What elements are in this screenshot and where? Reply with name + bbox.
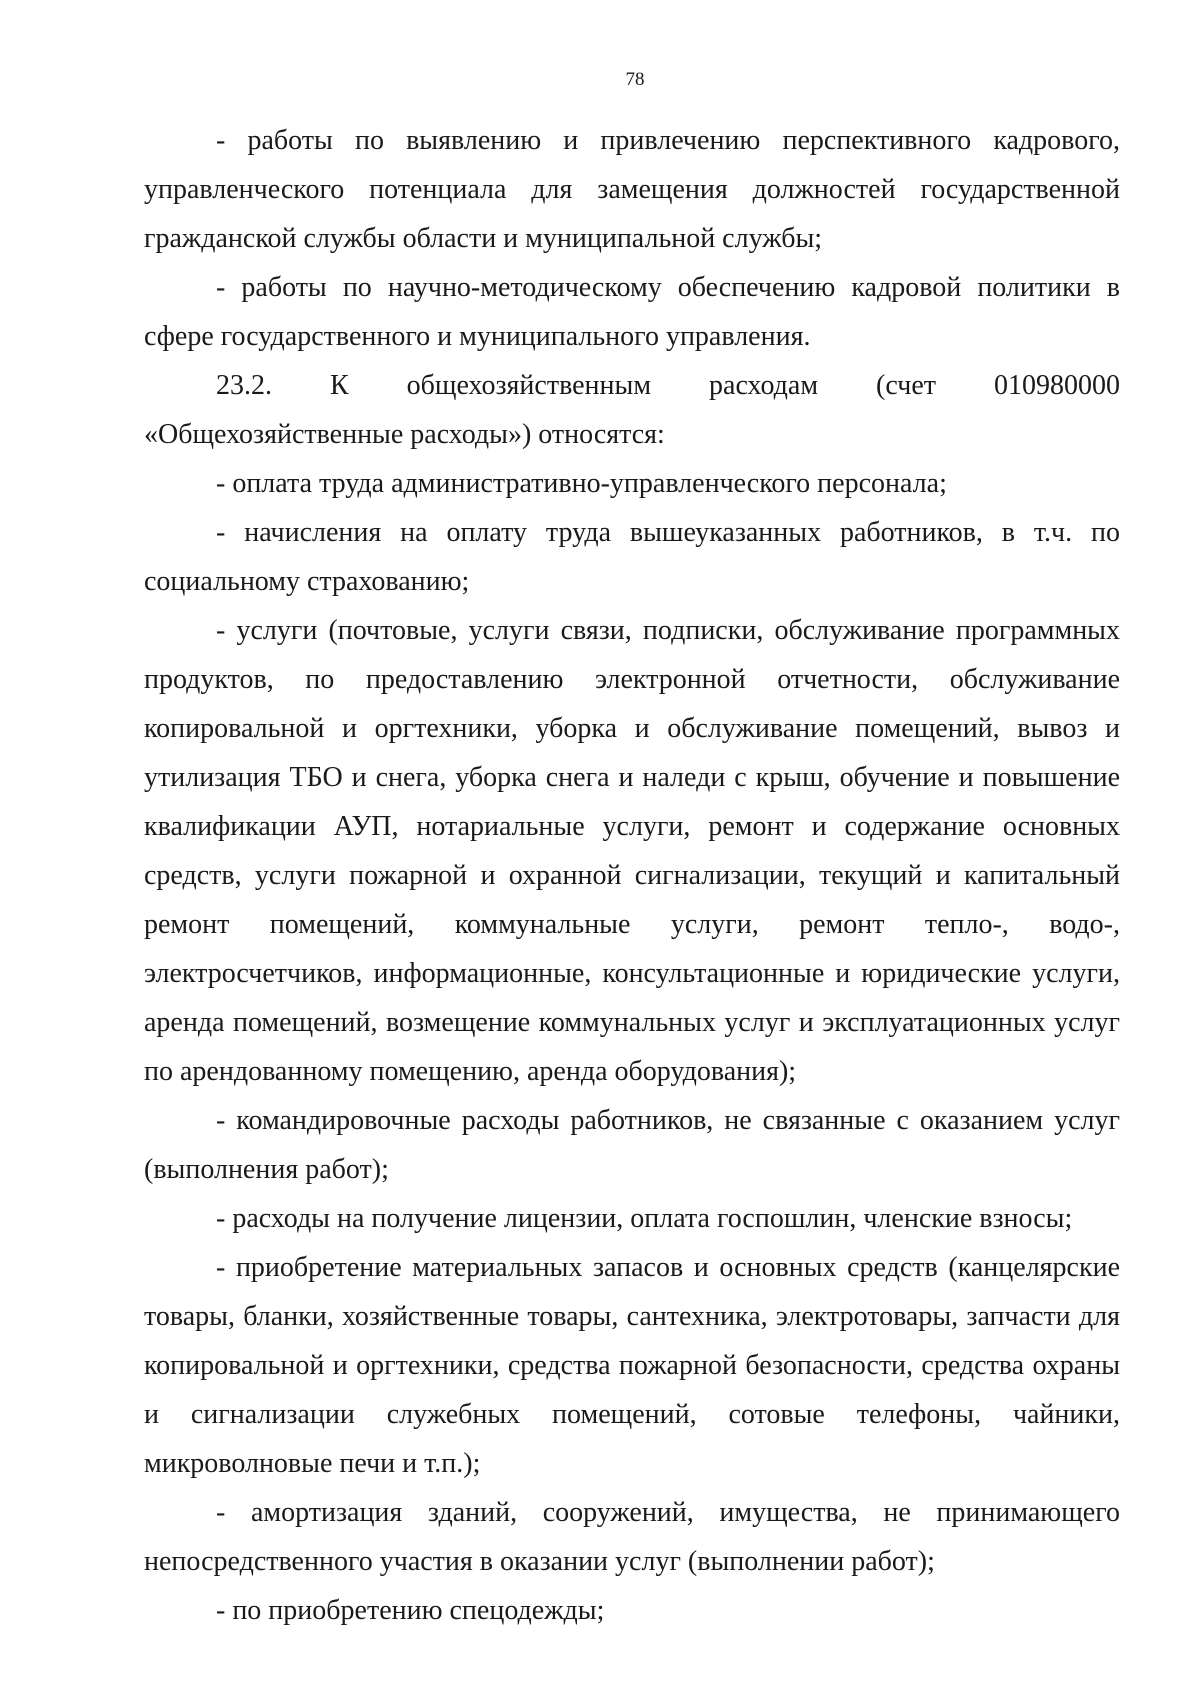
paragraph-section-23-2: 23.2. К общехозяйственным расходам (счет 010980000 «Общехозяйственные расходы») относятся: (144, 370, 1120, 450)
paragraph-workwear: - по приобретению спецодежды; (216, 1595, 605, 1626)
paragraph-salary: - оплата труда административно-управленческого персонала; (216, 468, 947, 499)
paragraph-services: - услуги (почтовые, услуги связи, подписки, обслуживание программных продуктов, по предоставлению электронной отчетности, обслуживание копировальной и оргтехники, уборка и обслуживание помещений, вывоз и утилизация ТБО и снега, уборка снега и наледи с крыш, обучение и повышение квалификации АУП, нотариальные услуги, ремонт и содержание основных средств, услуги пожарной и охранной сигнализации, текущий и капитальный ремонт помещений, коммунальные услуги, ремонт тепло-, водо-, электросчетчиков, информационные, консультационные и юридические услуги, аренда помещений, возмещение коммунальных услуг и эксплуатационных услуг по арендованному помещению, аренда оборудования); (144, 615, 1120, 1087)
page-number: 78 (625, 69, 645, 90)
paragraph-salary-charges: - начисления на оплату труда вышеуказанных работников, в т.ч. по социальному страхованию; (144, 517, 1120, 597)
paragraph-travel-expenses: - командировочные расходы работников, не связанные с оказанием услуг (выполнения работ); (144, 1105, 1120, 1185)
paragraph-licenses-fees: - расходы на получение лицензии, оплата госпошлин, членские взносы; (216, 1203, 1073, 1234)
paragraph-methodical-support: - работы по научно-методическому обеспечению кадровой политики в сфере государственного и муниципального управления. (144, 272, 1120, 352)
paragraph-depreciation: - амортизация зданий, сооружений, имущества, не принимающего непосредственного участия в оказании услуг (выполнении работ); (144, 1497, 1120, 1577)
paragraph-materials-assets: - приобретение материальных запасов и основных средств (канцелярские товары, бланки, хозяйственные товары, сантехника, электротовары, запчасти для копировальной и оргтехники, средства пожарной безопасности, средства охраны и сигнализации служебных помещений, сотовые телефоны, чайники, микроволновые печи и т.п.); (144, 1252, 1120, 1479)
paragraph-personnel-potential: - работы по выявлению и привлечению перспективного кадрового, управленческого потенциала для замещения должностей государственной гражданской службы области и муниципальной службы; (144, 125, 1120, 254)
document-body (144, 116, 1120, 1635)
